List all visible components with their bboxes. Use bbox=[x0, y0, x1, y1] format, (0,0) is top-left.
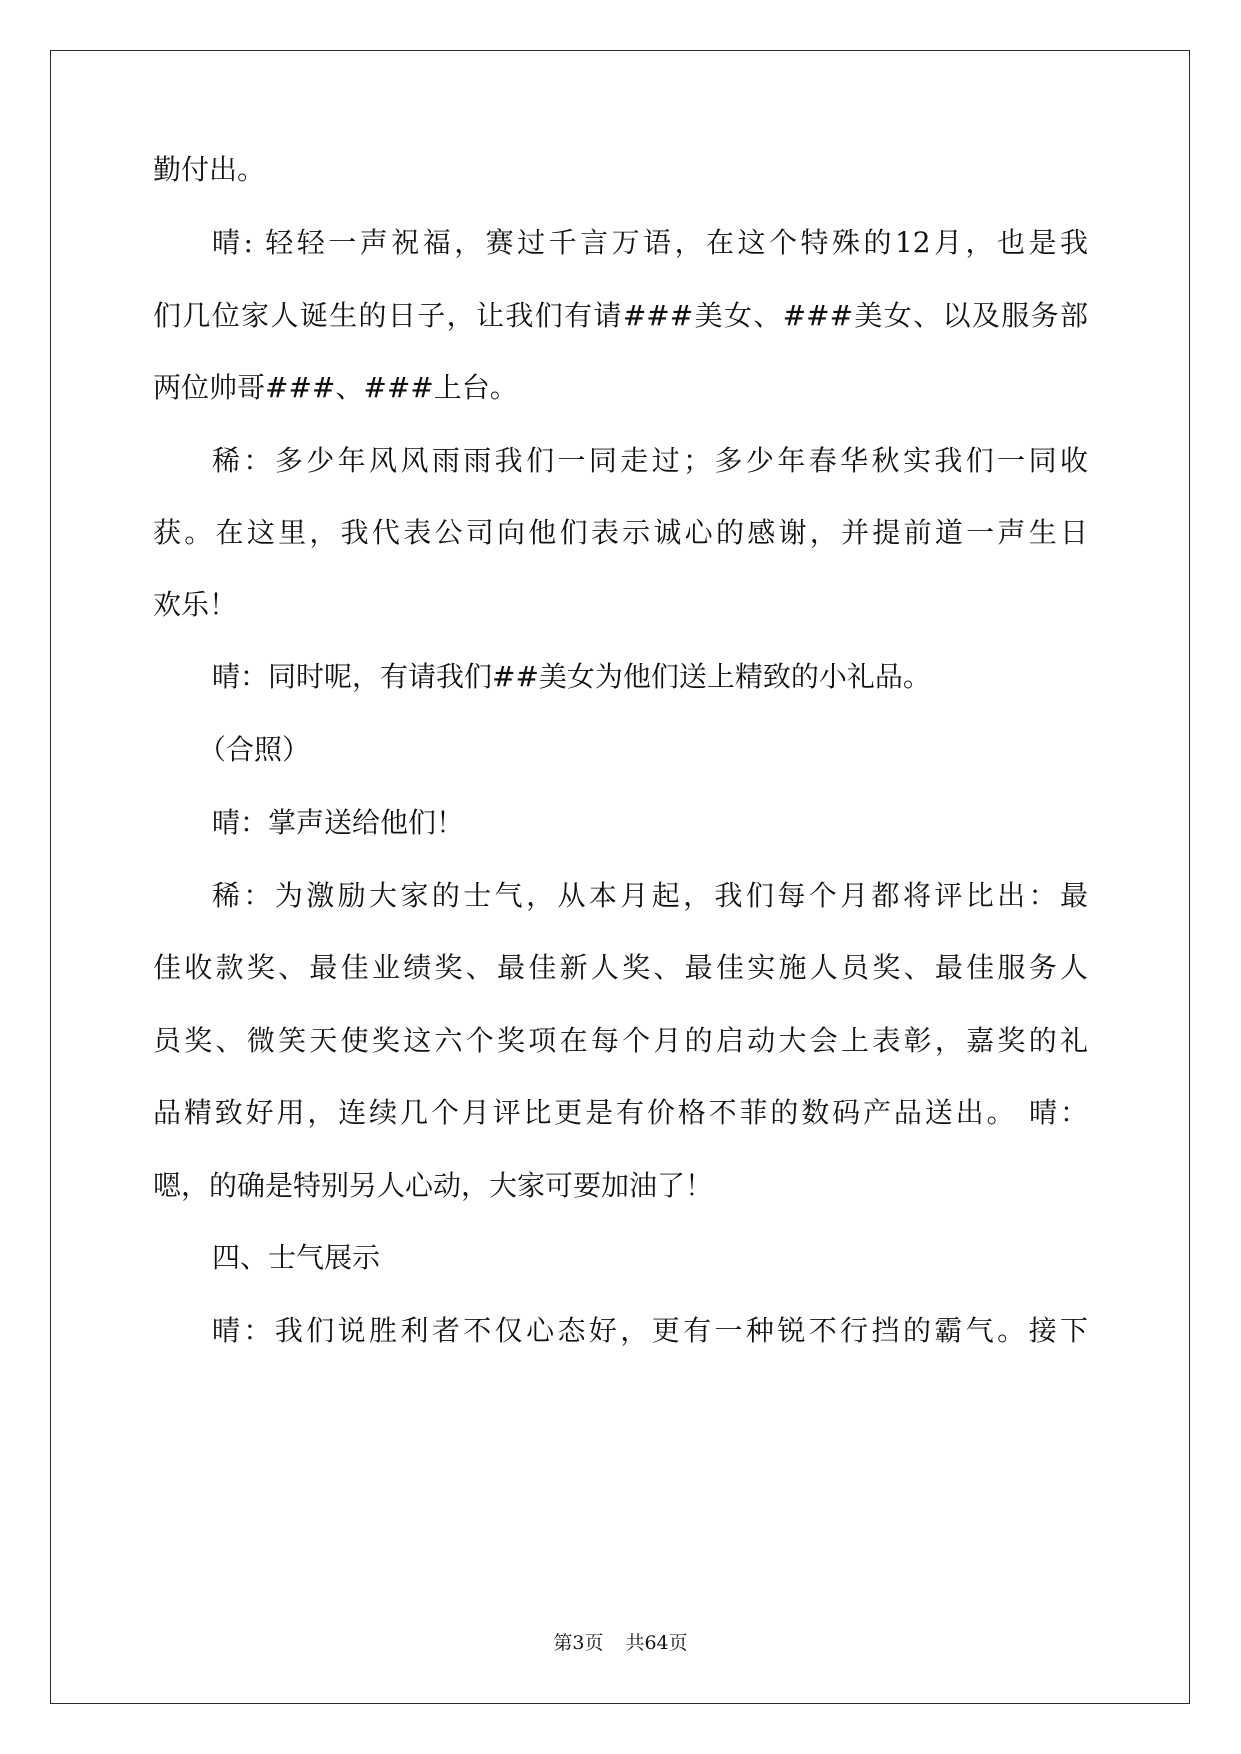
text-line: 欢乐！ bbox=[153, 588, 238, 621]
text-line: 晴：掌声送给他们！ bbox=[212, 806, 465, 839]
text-line: 们几位家人诞生的日子，让我们有请###美女、###美女、以及服务部 bbox=[153, 299, 1088, 332]
text-line: 员奖、微笑天使奖这六个奖项在每个月的启动大会上表彰，嘉奖的礼 bbox=[153, 1024, 1088, 1057]
text-line: 嗯，的确是特别另人心动，大家可要加油了！ bbox=[153, 1169, 714, 1202]
text-line: 佳收款奖、最佳业绩奖、最佳新人奖、最佳实施人员奖、最佳服务人 bbox=[153, 951, 1088, 984]
text-line: 品精致好用，连续几个月评比更是有价格不菲的数码产品送出。 晴： bbox=[153, 1096, 1088, 1129]
text-line: 勤付出。 bbox=[153, 153, 266, 186]
text-line: 获。在这里，我代表公司向他们表示诚心的感谢，并提前道一声生日 bbox=[153, 516, 1088, 549]
page-number: 第3页 bbox=[553, 1632, 604, 1654]
text-line: 两位帅哥###、###上台。 bbox=[153, 371, 518, 404]
text-line: 稀：多少年风风雨雨我们一同走过；多少年春华秋实我们一同收 bbox=[212, 444, 1088, 477]
text-line: （合照） bbox=[198, 733, 311, 766]
section-heading: 四、士气展示 bbox=[212, 1241, 381, 1274]
text-line: 稀：为激励大家的士气，从本月起，我们每个月都将评比出：最 bbox=[212, 879, 1088, 912]
text-line: 晴：同时呢，有请我们##美女为他们送上精致的小礼品。 bbox=[212, 660, 931, 693]
page-footer bbox=[0, 1628, 1241, 1658]
text-line: 晴: 轻轻一声祝福，赛过千言万语，在这个特殊的12月，也是我 bbox=[212, 226, 1088, 259]
page-total: 共64页 bbox=[625, 1632, 688, 1654]
text-line: 晴：我们说胜利者不仅心态好，更有一种锐不行挡的霸气。接下 bbox=[212, 1314, 1088, 1347]
